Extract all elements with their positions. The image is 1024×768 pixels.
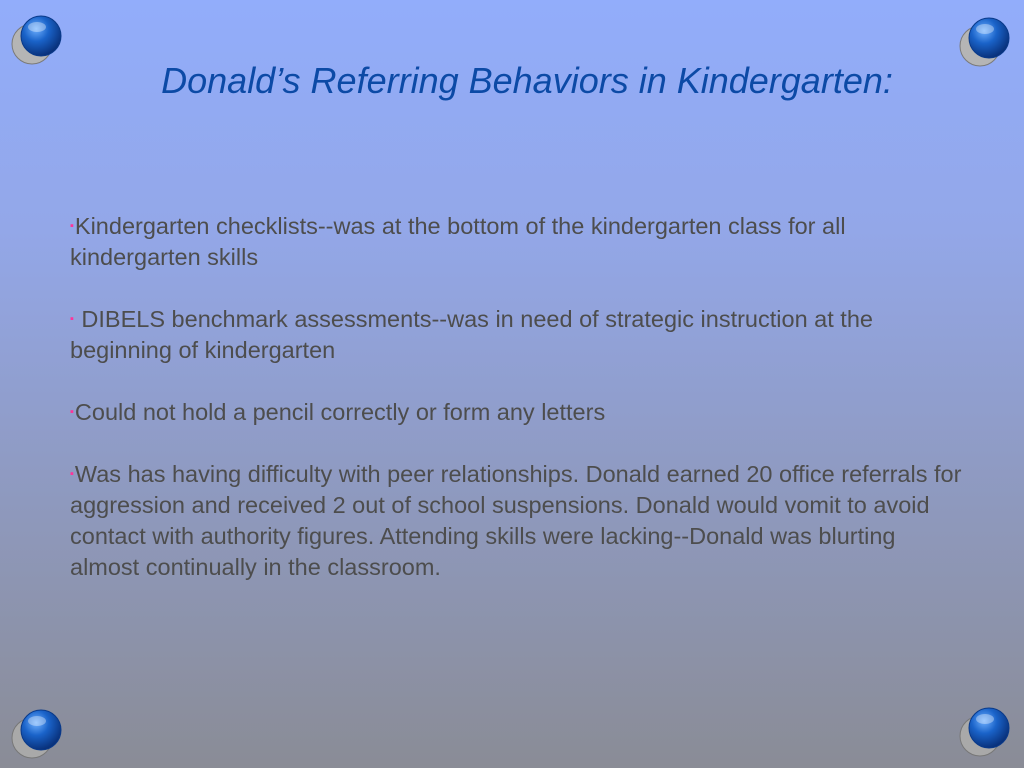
bullet-item xyxy=(70,304,970,366)
bullet-list xyxy=(70,211,970,614)
bullet-marker-icon: ▪ xyxy=(70,313,74,325)
bullet-marker-icon: ▪ xyxy=(70,220,74,232)
bullet-item xyxy=(70,397,970,428)
bullet-marker-icon: ▪ xyxy=(70,406,74,418)
bullet-text: DIBELS benchmark assessments--was in need of strategic instruction at the beginning of kindergarten xyxy=(70,306,873,363)
bullet-text: Could not hold a pencil correctly or form any letters xyxy=(74,399,606,425)
bullet-item xyxy=(70,459,970,583)
slide-title: Donald’s Referring Behaviors in Kindergarten: xyxy=(161,60,893,101)
bullet-item xyxy=(70,211,970,273)
bullet-text: Kindergarten checklists--was at the bottom of the kindergarten class for all kindergarten skills xyxy=(70,213,846,270)
corner-orb-bottom-left-icon xyxy=(8,706,66,764)
bullet-marker-icon: ▪ xyxy=(70,468,74,480)
bullet-text: Was has having difficulty with peer relationships. Donald earned 20 office referrals for aggression and received 2 out of school suspensions. Donald would vomit to avoid contact with authority figures. Attending skills were lacking--Donald was blurting almost continually in the classroom. xyxy=(70,461,962,580)
corner-orb-bottom-right-icon xyxy=(956,704,1014,762)
